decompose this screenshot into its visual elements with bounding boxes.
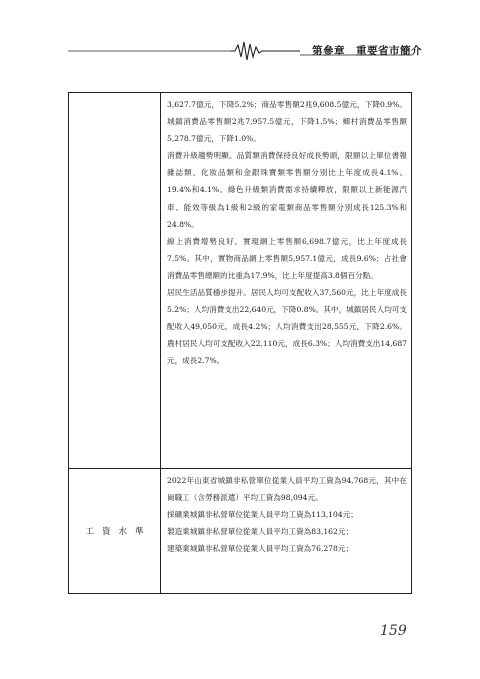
info-table — [68, 92, 412, 594]
header-decoration — [0, 0, 480, 70]
row2-paragraph: 2022年山東省城鎮非私營單位從業人員平均工資為94,768元，其中在崗職工（含勞務派遣）平均工資為98,094元。 — [167, 476, 407, 503]
row2-label-cell — [69, 469, 160, 593]
page-number: 159 — [380, 623, 407, 639]
row1-paragraph: 消費升級趨勢明顯。品質類消費保持良好成長勢頭，限額以上單位書報雜誌類、化妝品類和金銀珠寶類零售額分別比上年度成長4.1%、19.4%和4.1%。綠色升級類消費需求持續釋放，限額以上新能源汽車、能效等級為1級和2級的家電類商品零售額分別成長125.3%和24.8%。 — [167, 151, 407, 229]
row2-paragraph: 採礦業城鎮非私營單位從業人員平均工資為113,104元； — [167, 510, 358, 520]
page-header — [0, 0, 480, 70]
chapter-title: 第參章 重要省市簡介 — [312, 45, 422, 57]
column-divider — [160, 93, 161, 593]
row1-paragraph: 3,627.7億元，下降5.2%；商品零售額2兆9,608.5億元，下降0.9%。城鎮消費品零售額2兆7,957.5億元，下降1.5%；鄉村消費品零售額5,278.7億元，下降1.0%。 — [167, 100, 407, 144]
row2-paragraph: 建築業城鎮非私營單位從業人員平均工資為76,278元； — [167, 544, 354, 554]
row1-content — [167, 96, 407, 370]
row1-paragraph: 居民生活品質穩步提升。居民人均可支配收入37,560元，比上年度成長5.2%；人均消費支出22,640元，下降0.8%。其中，城鎮居民人均可支配收入49,050元，成長4.2%；人均消費支出28,555元，下降2.6%。農村居民人均可支配收入22,110元，成長6.3%；人均消費支出14,687元，成長2.7%。 — [167, 288, 407, 366]
row2-label: 工資水準 — [85, 527, 152, 537]
row2-content — [167, 472, 407, 557]
row1-paragraph: 線上消費增勢良好。實現網上零售額6,698.7億元，比上年度成長7.5%。其中，實物商品網上零售額5,957.1億元，成長9.6%；占社會消費品零售總額的比重為17.9%，比上年度提高3.8個百分點。 — [167, 236, 407, 280]
row2-paragraph: 製造業城鎮非私營單位從業人員平均工資為83,162元； — [167, 527, 354, 537]
heartbeat-line — [230, 42, 300, 60]
